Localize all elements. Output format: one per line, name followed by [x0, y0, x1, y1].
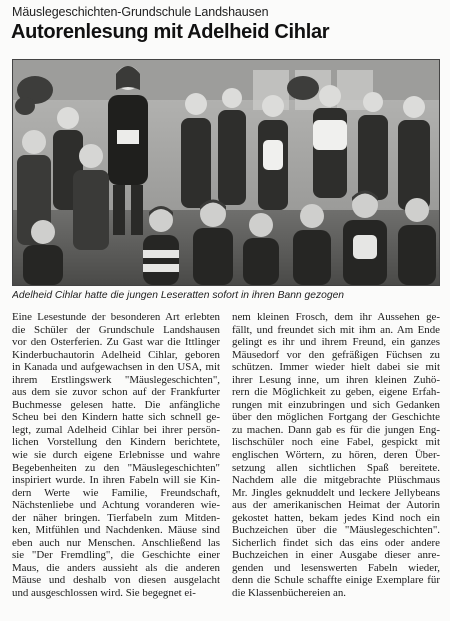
article-text-line: sie "Der Fremdling", die Geschichte einer — [12, 549, 220, 562]
article-text-line: Scheu bei den Kindern hatte sich schnell ge- — [12, 411, 220, 424]
photo-caption: Adelheid Cihlar hatte die jungen Leseratten sofort in ihren Bann gezogen — [12, 290, 345, 301]
article-text-line: schützen. Immer wieder hielt dabei sie mit — [232, 361, 440, 374]
article-text-line: zu machen. Dann gab es für die jungen Eng- — [232, 423, 440, 436]
article-text-line: in Kanada und aufgewachsen in den USA, mit — [12, 361, 220, 374]
article-text-line: fällt, und freundet sich mit ihm an. Am Ende — [232, 323, 440, 336]
article-text-line: Eine Lesestunde der besonderen Art erlebten — [12, 311, 220, 323]
article-column-right — [232, 311, 440, 600]
article-text-line: inspiriert wurde. In ihren Fabeln will sie Kin- — [12, 474, 220, 487]
article-text-line: eben auch nur Menschen. Anschließend las — [12, 536, 220, 549]
article-headline: Autorenlesung mit Adelheid Cihlar — [11, 21, 330, 43]
article-text-line: und ausgeschlossen wird. Sie begegnet ei- — [12, 587, 196, 600]
article-text-line: genden und lesenswerten Fabeln wieder, — [232, 561, 440, 574]
article-text-line: ken, Mitfühlen und Nachdenken. Mäuse sind — [12, 524, 220, 537]
article-text-line: nem kleinen Frosch, dem ihr Aussehen ge- — [232, 311, 440, 323]
article-text-line: Buchmesse gelesen hatte. Die anfängliche — [12, 398, 220, 411]
article-text-line: der näher bringen. Tierfabeln zum Mitden- — [12, 511, 220, 524]
article-text-line: Begebenheiten zu den "Mäuslegeschichten" — [12, 461, 220, 474]
article-text-line: Buchzeichen in einer Ausgabe dieser anre- — [232, 549, 440, 562]
article-text-line: gekostet hatten, bekam jedes Kind noch ein — [232, 511, 440, 524]
article-text-line: lischschüler noch eine Fabel, gespickt mit — [232, 436, 440, 449]
article-text-line: gelingt es ihr und ihrem Freund, ein ganzes — [232, 336, 440, 349]
article-text-line: rern die Möglichkeit zu geben, eigene Erfah- — [232, 386, 440, 399]
article-column-left — [12, 311, 220, 600]
article-text-line: Kinderbuchautorin Adelheid Cihlar, geboren — [12, 348, 220, 361]
article-kicker: Mäuslegeschichten-Grundschule Landshausen — [12, 5, 269, 19]
article-text-line: Mr. Jingles geknuddelt und leckere Jellybeans — [232, 486, 440, 499]
article-text-line: ihrem Erstlingswerk "Mäuslegeschichten", — [12, 373, 220, 386]
article-text-line: Maus, die anders aussieht als die anderen — [12, 561, 220, 574]
article-text-line: dern Werte wie Familie, Freundschaft, — [12, 486, 220, 499]
article-text-line: über den möglichen Fortgang der Geschichte — [232, 411, 440, 424]
article-text-line: setzung allen sichtlichen Spaß bereitete. — [232, 461, 440, 474]
article-text-line: die Klassenbüchereien an. — [232, 587, 347, 600]
article-text-line: Nachdem alle die mitgebrachte Plüschmaus — [232, 474, 440, 487]
article-text-line: Mäusedorf vor den gefräßigen Füchsen zu — [232, 348, 440, 361]
article-text-line: Buchzeichen über die "Mäuslegeschichten". — [232, 524, 440, 537]
article-text-line: Mäuse und deshalb von diesen ausgelacht — [12, 574, 220, 587]
article-text-line: legt, zumal Adelheid Cihlar bei ihrer persön- — [12, 423, 220, 436]
classroom-photo-illustration — [13, 60, 439, 285]
article-text-line: Nächstenliebe und Achtung voranderen wie- — [12, 499, 220, 512]
article-text-line: aus der amerikanischen Heimat der Autorin — [232, 499, 440, 512]
article-text-line: englischen Wörtern, zu hören, deren Über- — [232, 449, 440, 462]
article-text-line: rungen mit einzubringen und sich Gedanken — [232, 398, 440, 411]
article-text-line: ihrer Lesung inne, um ihren kleinen Zuhö- — [232, 373, 440, 386]
article-text-line: vor den Osterferien. Zu Gast war die Ittlinger — [12, 336, 220, 349]
article-text-line: aus dem sie zuvor schon auf der Frankfurter — [12, 386, 220, 399]
article-text-line: Sicherlich findet sich das eins oder andere — [232, 536, 440, 549]
article-photo — [12, 59, 440, 286]
article-text-line: lichen Vorstellung den Kindern berichtete, — [12, 436, 220, 449]
article-text-line: wie sie durch eigene Erlebnisse und wahre — [12, 449, 220, 462]
article-text-line: denn die Schule schaffte einige Exemplare für — [232, 574, 440, 587]
article-text-line: die Schüler der Grundschule Landshausen — [12, 323, 220, 336]
